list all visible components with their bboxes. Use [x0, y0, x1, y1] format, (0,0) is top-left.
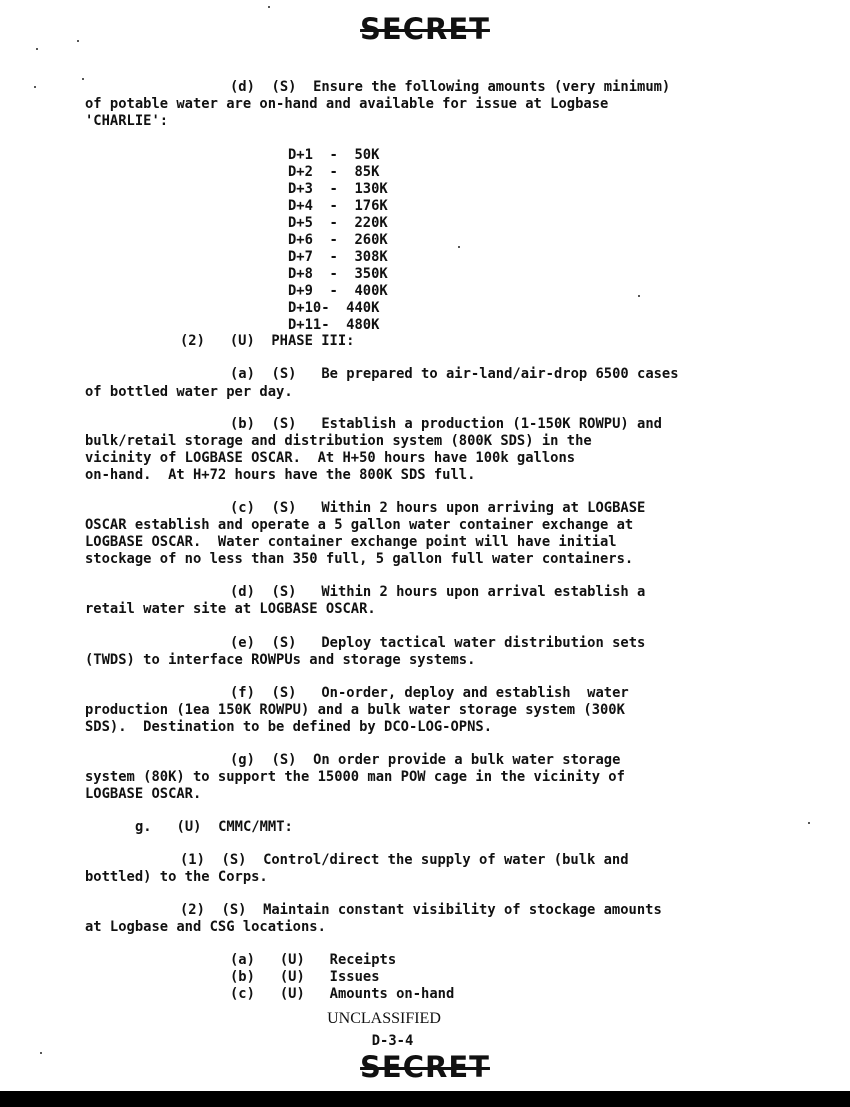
schedule-item: D+1 - 50K	[288, 147, 380, 163]
schedule-item: D+7 - 308K	[288, 249, 388, 265]
schedule-item: D+10- 440K	[288, 300, 380, 316]
para-1-line-2: bottled) to the Corps.	[85, 869, 268, 885]
scan-speck	[36, 48, 38, 50]
scan-speck	[638, 295, 640, 297]
scan-speck	[82, 78, 84, 80]
scan-speck	[34, 86, 36, 88]
para-g-line-1: (g) (S) On order provide a bulk water storage	[230, 752, 621, 768]
para-a-line-2: of bottled water per day.	[85, 384, 293, 400]
para-c-line-1: (c) (S) Within 2 hours upon arriving at LOGBASE	[230, 500, 646, 516]
para-c-line-3: LOGBASE OSCAR. Water container exchange point will have initial	[85, 534, 617, 550]
para-f-line-2: production (1ea 150K ROWPU) and a bulk water storage system (300K	[85, 702, 625, 718]
para-b-line-2: bulk/retail storage and distribution system (800K SDS) in the	[85, 433, 592, 449]
para-c-line-4: stockage of no less than 350 full, 5 gallon full water containers.	[85, 551, 634, 567]
scan-bottom-edge	[0, 1091, 850, 1107]
para-d2-line-2: retail water site at LOGBASE OSCAR.	[85, 601, 376, 617]
para-d-line-3: 'CHARLIE':	[85, 113, 169, 129]
para-b-line-3: vicinity of LOGBASE OSCAR. At H+50 hours have 100k gallons	[85, 450, 576, 466]
list-item: (b) (U) Issues	[230, 969, 380, 985]
para-d-line-1: (d) (S) Ensure the following amounts (very minimum)	[230, 79, 671, 95]
classification-label: UNCLASSIFIED	[327, 1010, 441, 1027]
schedule-item: D+11- 480K	[288, 317, 380, 333]
schedule-item: D+3 - 130K	[288, 181, 388, 197]
phase-iii-heading: (2) (U) PHASE III:	[180, 333, 355, 349]
para-b-line-4: on-hand. At H+72 hours have the 800K SDS full.	[85, 467, 476, 483]
para-a-line-1: (a) (S) Be prepared to air-land/air-drop 6500 cases	[230, 366, 679, 382]
top-secret-stamp: SECRET	[360, 12, 490, 46]
cmmc-heading: g. (U) CMMC/MMT:	[135, 819, 293, 835]
scan-speck	[458, 246, 460, 248]
para-g-line-2: system (80K) to support the 15000 man POW cage in the vicinity of	[85, 769, 625, 785]
scan-speck	[77, 40, 79, 42]
schedule-item: D+2 - 85K	[288, 164, 380, 180]
scan-speck	[40, 1052, 42, 1054]
scan-speck	[268, 6, 270, 8]
para-1-line-1: (1) (S) Control/direct the supply of water (bulk and	[180, 852, 629, 868]
page-number: D-3-4	[371, 1033, 414, 1049]
schedule-item: D+5 - 220K	[288, 215, 388, 231]
bottom-secret-stamp: SECRET	[360, 1050, 490, 1084]
schedule-item: D+6 - 260K	[288, 232, 388, 248]
schedule-item: D+9 - 400K	[288, 283, 388, 299]
para-d-line-2: of potable water are on-hand and available for issue at Logbase	[85, 96, 609, 112]
para-f-line-1: (f) (S) On-order, deploy and establish water	[230, 685, 629, 701]
para-b-line-1: (b) (S) Establish a production (1-150K ROWPU) and	[230, 416, 662, 432]
para-2-line-1: (2) (S) Maintain constant visibility of stockage amounts	[180, 902, 662, 918]
schedule-item: D+4 - 176K	[288, 198, 388, 214]
para-e-line-1: (e) (S) Deploy tactical water distribution sets	[230, 635, 646, 651]
para-d2-line-1: (d) (S) Within 2 hours upon arrival establish a	[230, 584, 646, 600]
list-item: (c) (U) Amounts on-hand	[230, 986, 455, 1002]
schedule-item: D+8 - 350K	[288, 266, 388, 282]
para-e-line-2: (TWDS) to interface ROWPUs and storage systems.	[85, 652, 476, 668]
scan-speck	[808, 822, 810, 824]
para-2-line-2: at Logbase and CSG locations.	[85, 919, 326, 935]
para-f-line-3: SDS). Destination to be defined by DCO-LOG-OPNS.	[85, 719, 493, 735]
para-c-line-2: OSCAR establish and operate a 5 gallon water container exchange at	[85, 517, 634, 533]
list-item: (a) (U) Receipts	[230, 952, 397, 968]
para-g-line-3: LOGBASE OSCAR.	[85, 786, 202, 802]
